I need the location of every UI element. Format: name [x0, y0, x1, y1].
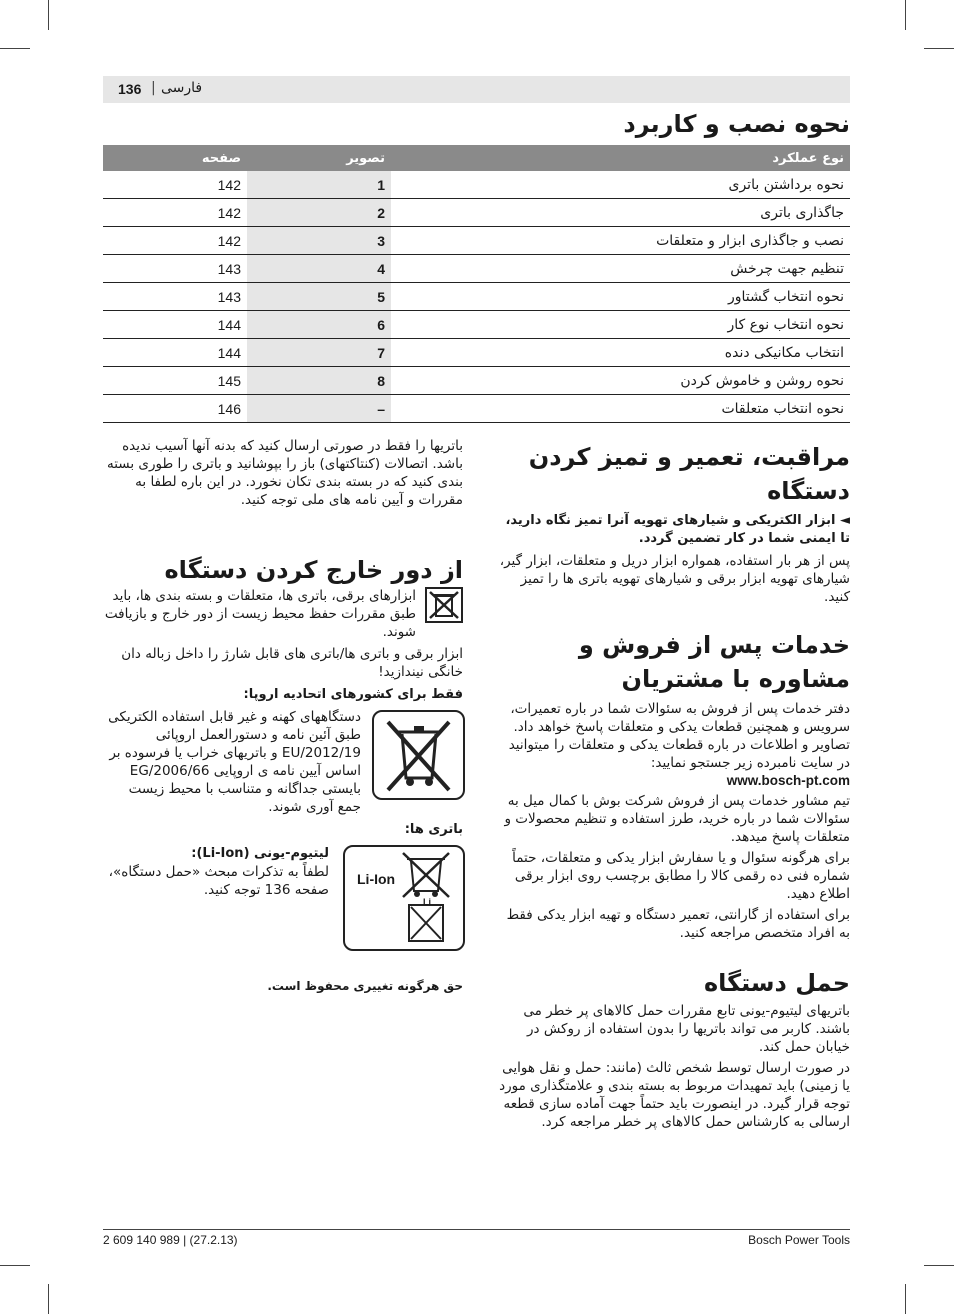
service-paragraph-3: برای هرگونه سئوال و یا سفارش ابزار یدکی و متعلقات، حتماً شماره فنی ده رقمی کالا را مطابق برچسب روی ابزار برقی اطلاع دهید. — [512, 850, 850, 902]
crop-mark — [48, 0, 49, 30]
page-footer — [103, 1229, 850, 1247]
li-small-label: Li — [423, 897, 431, 907]
table-row — [103, 199, 850, 227]
right-column — [492, 440, 850, 1131]
eu-title: فقط برای کشورهای اتحادیه اروپا: — [243, 687, 463, 702]
footer-doc-number: 2 609 140 989 | (27.2.13) — [103, 1233, 238, 1247]
li-ion-recycling-icon — [343, 845, 465, 951]
table-row — [103, 395, 850, 423]
row-figure: 6 — [247, 311, 391, 339]
row-figure: 8 — [247, 367, 391, 395]
service-paragraph-4: برای استفاده از گارانتی، تعمیر دستگاه و تهیه ابزار یدکی فقط به افراد متخصص مراجعه کنید. — [506, 907, 850, 941]
row-action: جاگذاری باتری — [391, 199, 850, 227]
row-page: 143 — [103, 283, 247, 311]
page-number: 136 — [118, 81, 142, 97]
transport-paragraph-1: باتریهای لیتیوم-یونی تابع مقررات حمل کالاهای پر خطر می باشند. کاربر می تواند باتریها را بدون استفاده از روکش در خیابان حمل کند. — [523, 1003, 850, 1055]
disposal-paragraph-2: ابزار برقی و باتری ها/باتری های قابل شارژ را داخل زباله دان خانگی نیندازید! — [121, 646, 463, 680]
crossed-bin-icon — [425, 587, 463, 623]
crop-mark — [0, 48, 30, 49]
weee-bin-icon — [372, 710, 465, 800]
table-row — [103, 311, 850, 339]
header-separator: | — [151, 80, 156, 96]
batteries-title: باتری ها: — [404, 822, 463, 837]
row-action: نحوه انتخاب گشتاور — [391, 283, 850, 311]
col-header-figure: تصویر — [247, 145, 391, 171]
row-action: تنظیم جهت چرخش — [391, 255, 850, 283]
row-page: 142 — [103, 171, 247, 199]
row-page: 146 — [103, 395, 247, 423]
row-action: نحوه انتخاب نوع کار — [391, 311, 850, 339]
eu-paragraph: دستگاههای کهنه و غیر قابل استفاده الکتریکی طبق آئین نامه و دستورالعمل اروپائی 2012/19/EU و باتریهای خراب یا فرسوده بر اساس آیین نامه ی اروپایی 2006/66/EG بایستی جداگانه و متناسب با محیط زیست جمع آوری شوند. — [108, 709, 361, 815]
table-header-row — [103, 145, 850, 171]
maintenance-title: مراقبت، تعمیر و تمیز کردن دستگاه — [528, 443, 850, 505]
procedure-table — [103, 145, 850, 423]
crop-mark — [905, 0, 906, 30]
table-row — [103, 255, 850, 283]
col-header-page: صفحه — [103, 145, 247, 171]
li-ion-paragraph: لطفاً به تذکرات مبحث «حمل دستگاه»، صفحه 136 توجه کنید. — [108, 864, 329, 898]
row-figure: 7 — [247, 339, 391, 367]
page-header — [103, 76, 850, 103]
warning-note — [492, 512, 850, 548]
row-page: 144 — [103, 339, 247, 367]
row-figure: 2 — [247, 199, 391, 227]
crop-mark — [905, 1284, 906, 1314]
disposal-paragraph-1: ابزارهای برقی، باتری ها، متعلقات و بسته بندی ها، باید طبق مقررات حفظ محیط زیست از دور خارج و بازیافت شوند. — [104, 588, 416, 640]
row-page: 143 — [103, 255, 247, 283]
table-row — [103, 367, 850, 395]
table-row — [103, 283, 850, 311]
table-row — [103, 227, 850, 255]
row-action: نحوه انتخاب متعلقات — [391, 395, 850, 423]
warning-marker: ◄ — [840, 513, 850, 528]
warning-text: ابزار الکتریکی و شیارهای تهویه آنرا تمیز نگاه دارید، تا ایمنی شما در کار تضمین گردد. — [505, 513, 850, 546]
main-title: نحوه نصب و کاربرد — [623, 110, 850, 138]
footer-brand: Bosch Power Tools — [748, 1233, 850, 1247]
service-url-link[interactable]: www.bosch-pt.com — [726, 773, 850, 788]
header-language: فارسی — [161, 80, 203, 96]
row-page: 142 — [103, 199, 247, 227]
row-figure: 3 — [247, 227, 391, 255]
row-action: انتخاب مکانیکی دنده — [391, 339, 850, 367]
table-row — [103, 171, 850, 199]
table-row — [103, 339, 850, 367]
row-action: نصب و جاگذاری ابزار و متعلقات — [391, 227, 850, 255]
crop-mark — [924, 1265, 954, 1266]
row-action: نحوه روشن و خاموش کردن — [391, 367, 850, 395]
service-title: خدمات پس از فروش و مشاوره با مشتریان — [578, 631, 850, 693]
row-figure: 5 — [247, 283, 391, 311]
crop-mark — [924, 48, 954, 49]
crop-mark — [0, 1265, 30, 1266]
row-figure: 4 — [247, 255, 391, 283]
row-page: 144 — [103, 311, 247, 339]
service-paragraph-2: تیم مشاور خدمات پس از فروش شرکت بوش با کمال میل به سئوالات شما در باره خرید، طرز استفاده و تنظیم محصولات و متعلقات پاسخ میدهد. — [504, 793, 850, 845]
row-page: 142 — [103, 227, 247, 255]
col-header-action: نوع عملکرد — [391, 145, 850, 171]
maintenance-body: پس از هر بار استفاده، همواره ابزار دریل و متعلقات، ابزار گیر، شیارهای تهویه ابزار برقی و شیارهای تهویه باتری ها را تمیز کنید. — [499, 553, 850, 605]
li-ion-label: Li-Ion — [357, 871, 396, 887]
copyright-note: حق هرگونه تغییری محفوظ است. — [267, 979, 463, 993]
row-action: نحوه برداشتن باتری — [391, 171, 850, 199]
service-paragraph-1: دفتر خدمات پس از فروش به سئوالات شما در باره تعمیرات، سرویس و همچنین قطعات یدکی و متعلقات پاسخ خواهد داد. تصاویر و اطلاعات در باره قطعات یدکی و متعلقات را میتوانید در سایت نامبرده زیر جستجو نمایید: — [508, 701, 850, 771]
transport-paragraph-2: در صورت ارسال توسط شخص ثالث (مانند: حمل و نقل هوایی یا زمینی) باید تمهیدات مربوط به بسته بندی و علامتگذاری مورد توجه قرار گیرد. در اینصورت باید حتماً جهت آماده سازی قطعه ارسالی به کارشناس حمل کالاهای پر خطر مراجعه کرد. — [499, 1060, 850, 1130]
crop-mark — [48, 1284, 49, 1314]
row-figure: 1 — [247, 171, 391, 199]
disposal-title: از دور خارج کردن دستگاه — [164, 556, 463, 584]
row-page: 145 — [103, 367, 247, 395]
transport-title: حمل دستگاه — [703, 969, 850, 997]
left-intro: باتریها را فقط در صورتی ارسال کنید که بدنه آنها آسیب ندیده باشد. اتصالات (کنتاکتهای) باز را بپوشانید و باتری را طوری بسته بندی کنید که در بسته بندی تکان نخورد. در این باره لطفا به مقررات و آیین نامه های ملی توجه کنید. — [107, 438, 463, 508]
li-ion-title: لیتیوم-یونی (Li-Ion): — [191, 846, 329, 861]
row-figure: – — [247, 395, 391, 423]
